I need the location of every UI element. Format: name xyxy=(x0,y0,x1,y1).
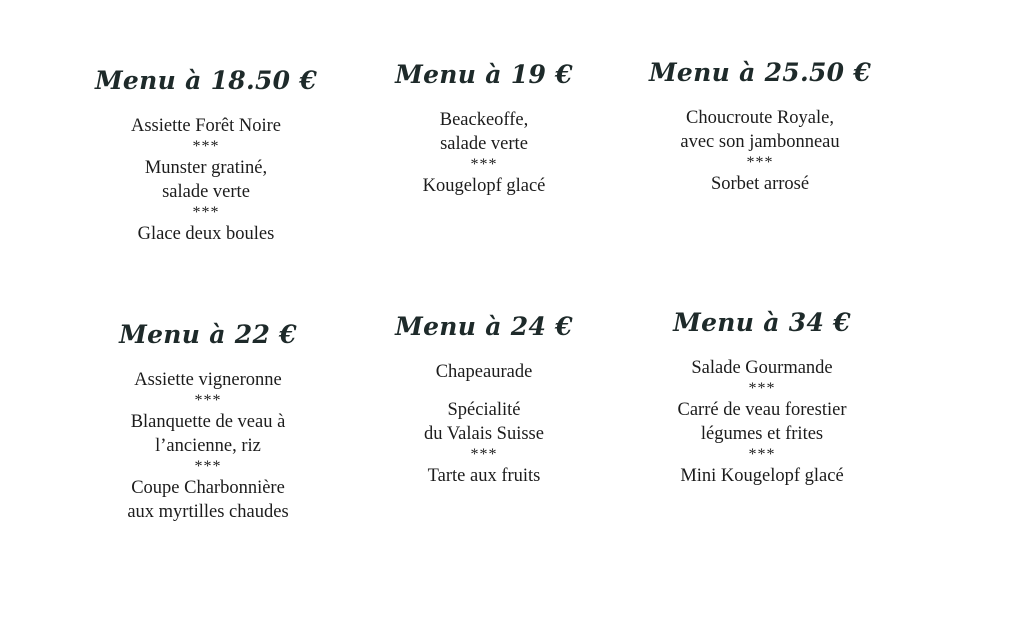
menu-card-3 xyxy=(610,56,910,196)
course-gap xyxy=(334,384,634,398)
course-separator: *** xyxy=(192,138,220,155)
course-item: Tarte aux fruits xyxy=(427,466,541,486)
menu-title: Menu à 34 € xyxy=(673,308,851,337)
course-item: Salade Gourmande xyxy=(691,358,833,378)
course-item: Carré de veau forestier xyxy=(677,400,847,420)
course-item: l’ancienne, riz xyxy=(155,436,261,456)
course-item: Chapeaurade xyxy=(435,362,533,382)
course-item: salade verte xyxy=(162,182,250,202)
menu-card-4 xyxy=(58,318,358,524)
course-item: Coupe Charbonnière xyxy=(131,478,285,498)
menu-title: Menu à 19 € xyxy=(395,60,573,89)
course-item: salade verte xyxy=(440,134,528,154)
course-separator: *** xyxy=(748,446,776,463)
course-separator: *** xyxy=(470,156,498,173)
course-list xyxy=(610,106,910,196)
menu-title: Menu à 22 € xyxy=(119,320,297,349)
course-item: Sorbet arrosé xyxy=(710,174,810,194)
menu-title: Menu à 25.50 € xyxy=(648,58,872,87)
course-separator: *** xyxy=(470,446,498,463)
course-item: Choucroute Royale, xyxy=(686,108,834,128)
course-separator: *** xyxy=(746,154,774,171)
course-separator: *** xyxy=(748,380,776,397)
course-separator: *** xyxy=(194,392,222,409)
course-item: Beackeoffe, xyxy=(439,110,529,130)
course-item: aux myrtilles chaudes xyxy=(127,502,289,522)
course-item: Mini Kougelopf glacé xyxy=(680,466,844,486)
menu-title: Menu à 18.50 € xyxy=(94,66,318,95)
course-separator: *** xyxy=(194,458,222,475)
menu-card-5 xyxy=(334,310,634,488)
course-item: du Valais Suisse xyxy=(424,424,544,444)
course-item: Spécialité xyxy=(447,400,521,420)
course-item: Blanquette de veau à xyxy=(130,412,286,432)
course-item: Glace deux boules xyxy=(137,224,275,244)
course-item: avec son jambonneau xyxy=(680,132,840,152)
course-list xyxy=(334,108,634,198)
menu-card-6 xyxy=(612,306,912,488)
course-list xyxy=(612,356,912,488)
menu-card-1 xyxy=(56,64,356,246)
course-list xyxy=(56,114,356,246)
menu-card-2 xyxy=(334,58,634,198)
course-list xyxy=(334,360,634,488)
course-item: Assiette vigneronne xyxy=(134,370,282,390)
course-item: Munster gratiné, xyxy=(144,158,268,178)
course-item: légumes et frites xyxy=(700,424,824,444)
menu-title: Menu à 24 € xyxy=(395,312,573,341)
course-item: Kougelopf glacé xyxy=(422,176,546,196)
course-list xyxy=(58,368,358,524)
course-item: Assiette Forêt Noire xyxy=(130,116,282,136)
course-separator: *** xyxy=(192,204,220,221)
